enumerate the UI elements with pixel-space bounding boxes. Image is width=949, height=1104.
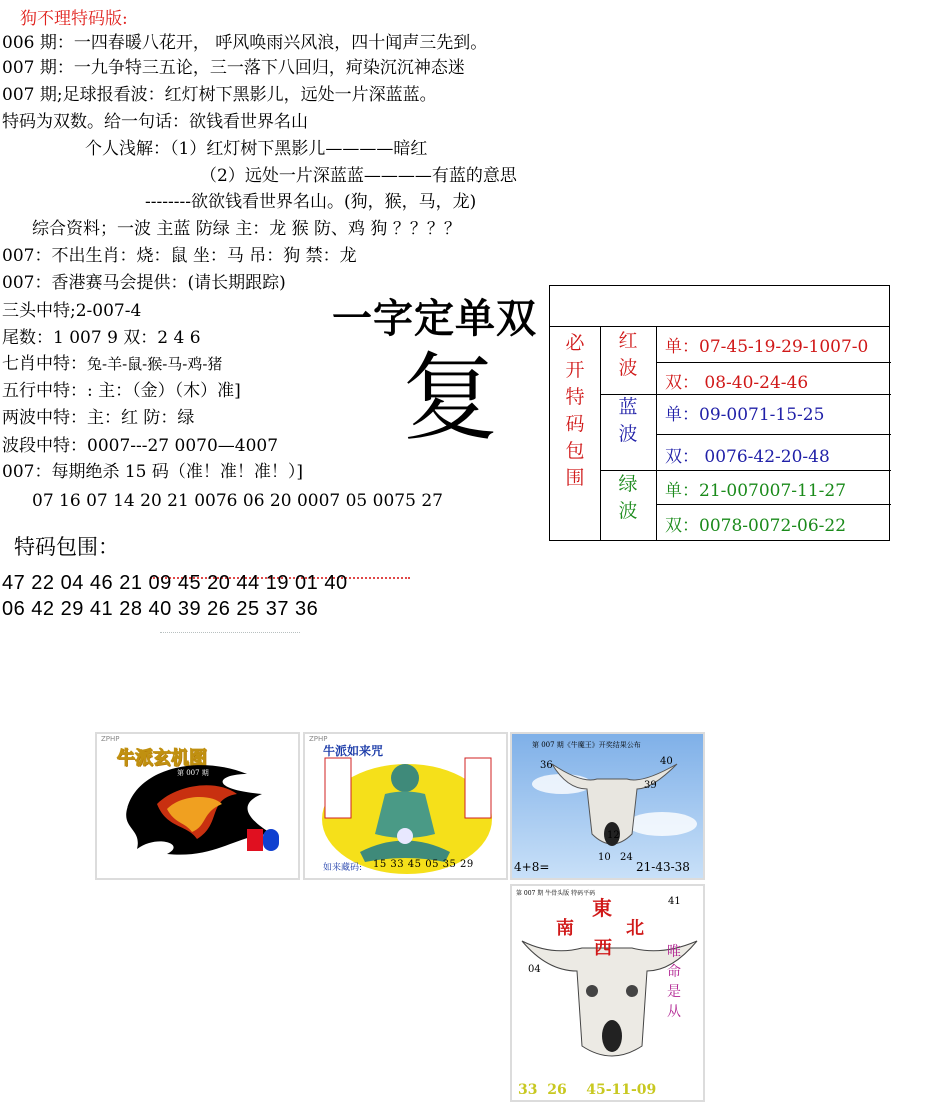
formula: 4+8=: [514, 860, 550, 874]
text-line-10: 007：香港赛马会提供：(请长期跟踪): [2, 273, 286, 293]
num-36: 36: [540, 760, 553, 771]
image-bottom-numbers: 15 33 45 05 35 29: [373, 859, 474, 870]
text-line-15: 两波中特：主：红 防：绿: [2, 408, 195, 428]
num-41: 41: [668, 896, 681, 907]
north-char: 北: [626, 918, 644, 939]
num-04: 04: [528, 964, 541, 975]
side-char: 是: [667, 984, 681, 1000]
num-12: 12: [607, 830, 620, 841]
image-rulai-zhou: [303, 732, 508, 880]
image-header: 第 007 期《牛魔王》开奖结果公布: [532, 741, 641, 749]
num-40: 40: [660, 756, 673, 767]
south-char: 南: [556, 918, 574, 939]
big-headline: 一字定单双: [332, 295, 537, 342]
text-line-5: 个人浅解：（1）红灯树下黑影儿————暗红: [85, 139, 428, 159]
black-swirl-graphic: [97, 734, 300, 880]
text-line-13: [2, 353, 222, 375]
numbers-title: 特码包围：: [14, 536, 119, 559]
blue-single-row: 单：09-0071-15-25: [665, 405, 825, 425]
group-label-char: 波: [618, 500, 638, 522]
green-double-row: 双：0078-0072-06-22: [665, 516, 847, 536]
group-label-blue: [600, 394, 656, 448]
side-phrase: [667, 942, 681, 1022]
table-values: [657, 326, 890, 541]
decorative-dots-2: [160, 632, 300, 634]
table-side-label: [550, 330, 600, 492]
side-char: 码: [565, 413, 585, 435]
text-line-17: 007：每期绝杀 15 码（准！准！准！）]: [2, 462, 304, 482]
image-bottom: 21-43-38: [636, 860, 690, 874]
frame-watermark: ZPHP: [309, 735, 328, 743]
text-line-7: --------欲欲钱看世界名山。(狗，猴，马，龙): [145, 192, 477, 212]
text-line-13-label: 七肖中特：: [2, 354, 87, 374]
image-bottom: 33 26 45-11-09: [518, 1082, 657, 1098]
numbers-row-2: 06 42 29 41 28 40 39 26 25 37 36: [2, 598, 319, 620]
text-line-8: 综合资料；一波 主蓝 防绿 主：龙 猴 防、鸡 狗 ？？？？: [32, 219, 461, 239]
side-char: 特: [565, 386, 585, 408]
side-char: 开: [565, 359, 585, 381]
text-line-12: 尾数：1 007 9 双：2 4 6: [2, 328, 201, 348]
group-label-char: 蓝: [618, 396, 638, 418]
image-skull-directions: [510, 884, 705, 1102]
image-xuanji-tu: [95, 732, 300, 880]
group-label-char: 红: [618, 330, 638, 352]
green-single-row: 单：21-007007-11-27: [665, 481, 847, 501]
image-header: 第 007 期 牛骨头版 特码平码: [516, 890, 596, 897]
text-line-14: 五行中特：: 主：（金）（木）准]: [2, 381, 241, 401]
group-label-green: [600, 471, 656, 525]
group-label-char: 波: [618, 357, 638, 379]
num-10: 10: [598, 852, 611, 863]
image-title: 牛派玄机图: [117, 748, 207, 769]
special-code-table: [549, 285, 890, 541]
text-line-1: 006 期：一四春暖八花开， 呼风唤雨兴风浪，四十闻声三先到。: [2, 33, 488, 53]
image-title: 牛派如来咒: [323, 744, 384, 758]
image-skull-sky: [510, 732, 705, 880]
page-title: 狗不理特码版:: [20, 9, 128, 29]
table-header-row: [550, 286, 889, 327]
text-line-13-value: 兔-羊-鼠-猴-马-鸡-猪: [87, 355, 223, 373]
side-char: 必: [565, 332, 585, 354]
numbers-row-1: 47 22 04 46 21 09 45 20 44 19 01 40: [2, 572, 348, 594]
text-line-18: 07 16 07 14 20 21 0076 06 20 0007 05 0075 27: [32, 491, 443, 511]
num-39: 39: [644, 780, 657, 791]
blue-double-row: 双： 0076-42-20-48: [665, 447, 830, 467]
side-char: 从: [667, 1004, 681, 1020]
side-char: 命: [667, 964, 681, 980]
group-label-char: 绿: [618, 473, 638, 495]
group-label-char: 波: [618, 423, 638, 445]
side-char: 围: [565, 467, 585, 489]
group-label-red: [600, 328, 656, 382]
image-sub: 第 007 期: [177, 769, 209, 777]
image-bottom-label: 如来藏码:: [323, 863, 363, 873]
text-line-3: 007 期;足球报看波：红灯树下黑影儿，远处一片深蓝蓝。: [2, 85, 437, 105]
text-line-16: 波段中特：0007---27 0070—4007: [2, 436, 279, 456]
red-double-row: 双： 08-40-24-46: [665, 373, 809, 393]
side-char: 包: [565, 440, 585, 462]
text-line-2: 007 期：一九争特三五论，三一落下八回归，疴染沉沉神态迷: [2, 58, 465, 78]
big-character: 复: [402, 342, 498, 454]
side-char: 唯: [667, 944, 681, 960]
text-line-11: 三头中特;2-007-4: [2, 301, 142, 321]
text-line-6: （2）远处一片深蓝蓝————有蓝的意思: [200, 166, 517, 186]
num-24: 24: [620, 852, 633, 863]
west-char: 西: [594, 938, 612, 959]
red-single-row: 单：07-45-19-29-1007-0: [665, 337, 869, 357]
text-line-4: 特码为双数。给一句话：欲钱看世界名山: [2, 112, 308, 132]
east-char: 東: [592, 896, 612, 920]
text-line-9: 007：不出生肖：烧：鼠 坐：马 吊：狗 禁：龙: [2, 246, 357, 266]
frame-watermark: ZPHP: [101, 735, 120, 743]
